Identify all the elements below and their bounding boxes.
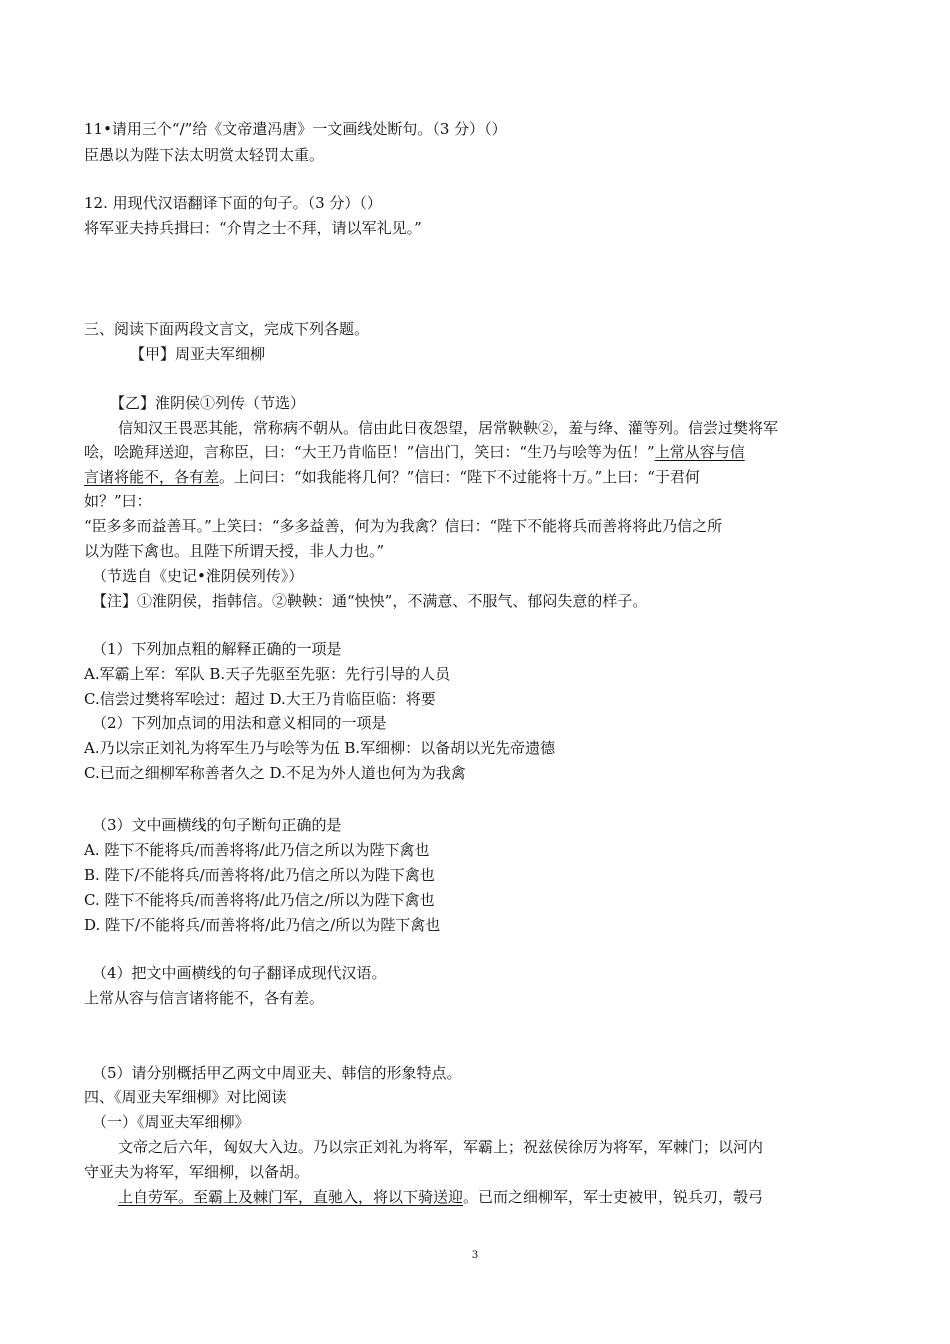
question-3-option-b: B. 陛下/不能将兵/而善将将/此乃信之所以为陛下禽也 — [84, 866, 435, 884]
question-3-option-a: A. 陛下不能将兵/而善将将/此乃信之所以为陛下禽也 — [84, 841, 430, 859]
q11-sentence: 臣愚以为陛下法太明赏太轻罚太重。 — [84, 146, 325, 164]
question-2: （2）下列加点词的用法和意义相同的一项是 — [92, 714, 387, 732]
question-1: （1）下列加点粗的解释正确的一项是 — [92, 640, 342, 658]
question-3-option-c: C. 陛下不能将兵/而善将将/此乃信之/所以为陛下禽也 — [84, 891, 435, 909]
section4-heading: 四、《周亚夫军细柳》对比阅读 — [84, 1088, 287, 1106]
passage-yi-line-4: 如？”曰： — [84, 492, 152, 510]
passage-yi-text: 哙，哙跪拜送迎，言称臣，曰：“大王乃肯临臣！”信出门，笑曰：“生乃与哙等为伍！” — [84, 443, 655, 461]
question-4: （4）把文中画横线的句子翻译成现代汉语。 — [92, 964, 387, 982]
passage-yi-line-2 — [84, 441, 745, 463]
passage-note: 【注】①淮阴侯，指韩信。②鞅鞅：通“怏怏”，不满意、不服气、郁闷失意的样子。 — [92, 592, 648, 610]
underlined-sentence: 上常从容与信 — [654, 443, 745, 461]
section4-subheading: （一）《周亚夫军细柳》 — [92, 1113, 250, 1131]
underlined-sentence: 上自劳军。至霸上及棘门军，直驰入，将以下骑送迎 — [118, 1188, 464, 1206]
q11-prompt: 11•请用三个“/”给《文帝遣冯唐》一文画线处断句。（3 分）（） — [84, 120, 507, 138]
passage-jia-title: 【甲】周亚夫军细柳 — [130, 345, 266, 363]
passage-yi-line-3 — [84, 466, 700, 488]
question-1-options-ab: A.军霸上军：军队 B.天子先驱至先驱：先行引导的人员 — [84, 665, 451, 683]
section4-line-1: 文帝之后六年，匈奴大入边。乃以宗正刘礼为将军，军霸上；祝兹侯徐厉为将军，军棘门；以河内 — [118, 1138, 764, 1156]
section4-line-3 — [118, 1186, 763, 1208]
section4-text: 。已而之细柳军，军士吏被甲，锐兵刃，彀弓 — [463, 1188, 764, 1206]
section3-heading: 三、阅读下面两段文言文，完成下列各题。 — [84, 320, 370, 338]
page-number: 3 — [471, 1250, 479, 1261]
question-1-options-cd: C.信尝过樊将军哙过：超过 D.大王乃肯临臣临：将要 — [84, 690, 436, 708]
passage-yi-line-1: 信知汉王畏恶其能，常称病不朝从。信由此日夜怨望，居常鞅鞅②，羞与绛、灌等列。信尝过樊将军 — [118, 419, 779, 437]
question-4-sentence: 上常从容与信言诸将能不，各有差。 — [84, 989, 325, 1007]
q12-sentence: 将军亚夫持兵揖曰：“介胄之士不拜，请以军礼见。” — [84, 219, 422, 237]
section4-line-2: 守亚夫为将军，军细柳，以备胡。 — [84, 1163, 310, 1181]
q12-prompt: 12. 用现代汉语翻译下面的句子。（3 分）（） — [84, 194, 382, 212]
underlined-sentence: 言诸将能不，各有差 — [84, 468, 220, 486]
passage-yi-line-5: “臣多多而益善耳。”上笑曰：“多多益善，何为为我禽？信曰：“陛下不能将兵而善将将此乃信之所 — [84, 517, 723, 535]
question-3: （3）文中画横线的句子断句正确的是 — [92, 816, 342, 834]
question-5: （5）请分别概括甲乙两文中周亚夫、韩信的形象特点。 — [92, 1064, 462, 1082]
passage-yi-text: 。上问曰：“如我能将几何？”信曰：“陛下不过能将十万。”上曰：“于君何 — [219, 468, 700, 486]
passage-source: （节选自《史记•淮阴侯列传》） — [92, 567, 304, 585]
question-2-options-cd: C.已而之细柳军称善者久之 D.不足为外人道也何为为我禽 — [84, 764, 466, 782]
passage-yi-title: 【乙】淮阴侯①列传（节选） — [110, 394, 306, 412]
question-3-option-d: D. 陛下/不能将兵/而善将将/此乃信之/所以为陛下禽也 — [84, 916, 441, 934]
question-2-options-ab: A.乃以宗正刘礼为将军生乃与哙等为伍 B.军细柳：以备胡以光先帝遗德 — [84, 739, 556, 757]
passage-yi-line-6: 以为陛下禽也。且陛下所谓天授，非人力也。” — [84, 542, 385, 560]
